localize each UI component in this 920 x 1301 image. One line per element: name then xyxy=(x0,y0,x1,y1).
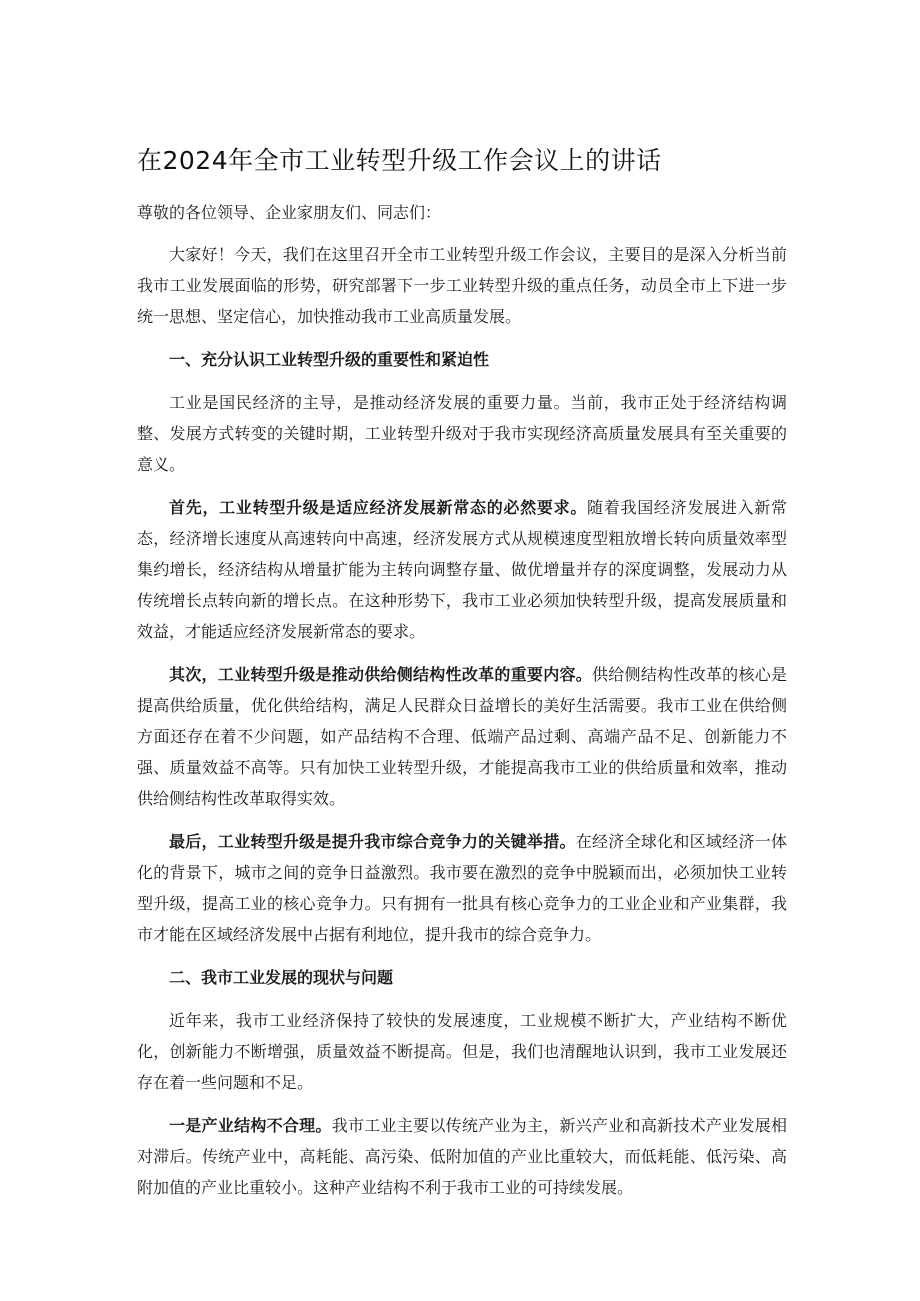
section1-paragraph-first xyxy=(137,492,787,647)
first-point-body: 随着我国经济发展进入新常态，经济增长速度从高速转向中高速，经济发展方式从规模速度型粗放增长转向质量效率型集约增长，经济结构从增量扩能为主转向调整存量、做优增量并存的深度调整，发展动力从传统增长点转向新的增长点。在这种形势下，我市工业必须加快转型升级，提高发展质量和效益，才能适应经济发展新常态的要求。 xyxy=(137,498,787,641)
second-point-lead: 其次，工业转型升级是推动供给侧结构性改革的重要内容。 xyxy=(169,665,593,684)
salutation: 尊敬的各位领导、企业家朋友们、同志们： xyxy=(137,203,442,222)
section-heading-1: 一、充分认识工业转型升级的重要性和紧迫性 xyxy=(169,350,490,369)
section1-paragraph-second xyxy=(137,659,787,814)
section2-paragraph-1: 近年来，我市工业经济保持了较快的发展速度，工业规模不断扩大，产业结构不断优化，创新能力不断增强，质量效益不断提高。但是，我们也清醒地认识到，我市工业发展还存在着一些问题和不足。 xyxy=(137,1011,787,1092)
section2-paragraph-one xyxy=(137,1110,787,1203)
last-point-lead: 最后，工业转型升级是提升我市综合竞争力的关键举措。 xyxy=(169,832,576,851)
problem-one-body: 我市工业主要以传统产业为主，新兴产业和高新技术产业发展相对滞后。传统产业中，高耗能、高污染、低附加值的产业比重较大，而低耗能、低污染、高附加值的产业比重较小。这种产业结构不利于我市工业的可持续发展。 xyxy=(137,1116,787,1197)
page-title: 在2024年全市工业转型升级工作会议上的讲话 xyxy=(137,146,662,175)
intro-paragraph: 大家好！今天，我们在这里召开全市工业转型升级工作会议，主要目的是深入分析当前我市工业发展面临的形势，研究部署下一步工业转型升级的重点任务，动员全市上下进一步统一思想、坚定信心，加快推动我市工业高质量发展。 xyxy=(137,245,787,326)
second-point-body: 供给侧结构性改革的核心是提高供给质量，优化供给结构，满足人民群众日益增长的美好生活需要。我市工业在供给侧方面还存在着不少问题，如产品结构不合理、低端产品过剩、高端产品不足、创新能力不强、质量效益不高等。只有加快工业转型升级，才能提高我市工业的供给质量和效率，推动供给侧结构性改革取得实效。 xyxy=(137,665,787,808)
problem-one-lead: 一是产业结构不合理。 xyxy=(169,1116,332,1135)
section-heading-2: 二、我市工业发展的现状与问题 xyxy=(169,968,394,987)
first-point-lead: 首先，工业转型升级是适应经济发展新常态的必然要求。 xyxy=(169,498,588,517)
last-point-body: 在经济全球化和区域经济一体化的背景下，城市之间的竞争日益激烈。我市要在激烈的竞争中脱颖而出，必须加快工业转型升级，提高工业的核心竞争力。只有拥有一批具有核心竞争力的工业企业和产业集群，我市才能在区域经济发展中占据有利地位，提升我市的综合竞争力。 xyxy=(137,832,787,944)
section1-paragraph-last xyxy=(137,826,787,950)
section1-paragraph-1: 工业是国民经济的主导，是推动经济发展的重要力量。当前，我市正处于经济结构调整、发展方式转变的关键时期，工业转型升级对于我市实现经济高质量发展具有至关重要的意义。 xyxy=(137,393,787,474)
document-page xyxy=(137,143,787,1215)
